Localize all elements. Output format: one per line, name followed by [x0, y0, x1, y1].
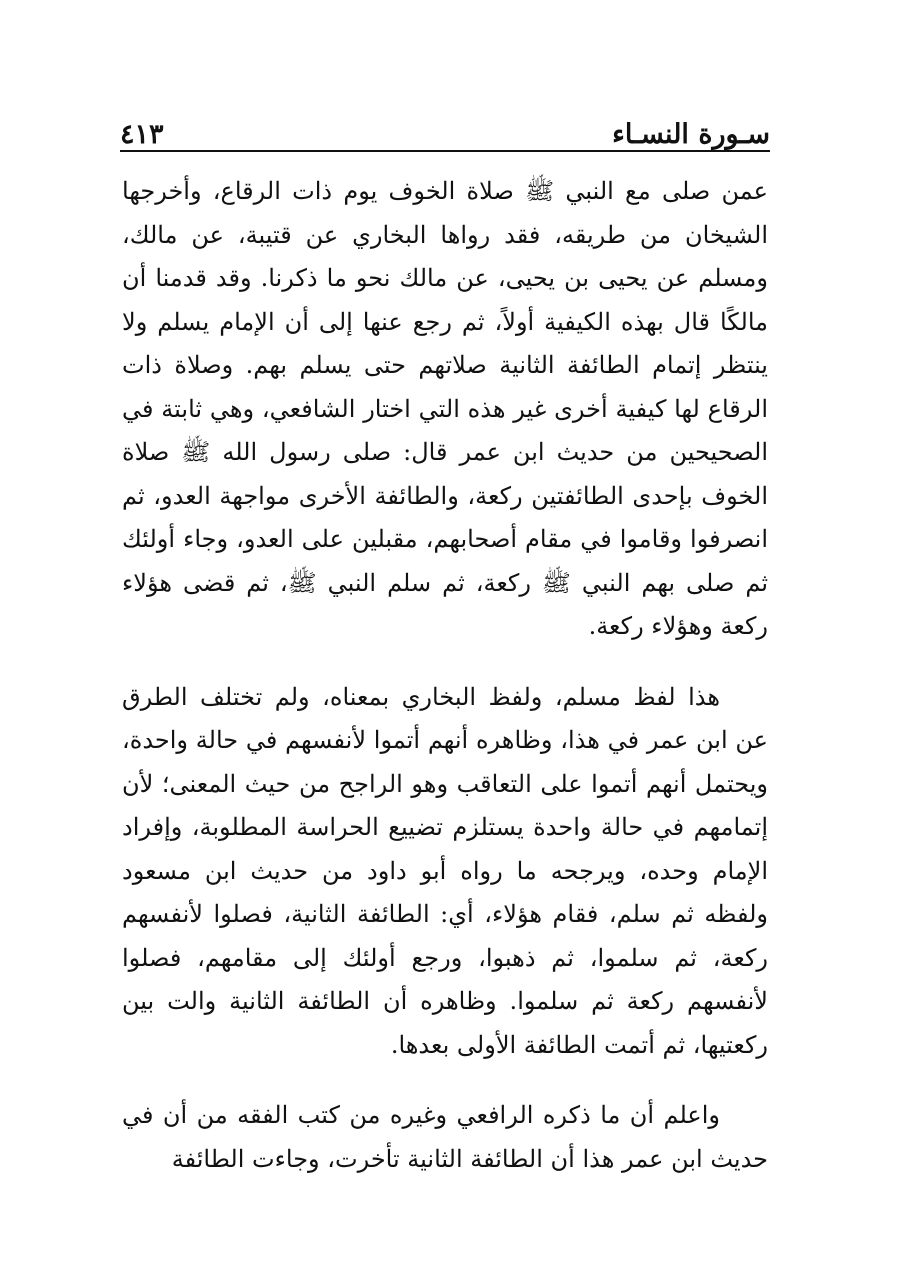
page-body: [122, 170, 768, 1181]
paragraph-1: عمن صلى مع النبي ﷺ صلاة الخوف يوم ذات الرقاع، وأخرجها الشيخان من طريقه، فقد رواها البخاري عن قتيبة، عن مالك، ومسلم عن يحيى بن يحيى، عن مالك نحو ما ذكرنا. وقد قدمنا أن مالكًا قال بهذه الكيفية أولاً، ثم رجع عنها إلى أن الإمام يسلم ولا ينتظر إتمام الطائفة الثانية صلاتهم حتى يسلم بهم. وصلاة ذات الرقاع لها كيفية أخرى غير هذه التي اختار الشافعي، وهي ثابتة في الصحيحين من حديث ابن عمر قال: صلى رسول الله ﷺ صلاة الخوف بإحدى الطائفتين ركعة، والطائفة الأخرى مواجهة العدو، ثم انصرفوا وقاموا في مقام أصحابهم، مقبلين على العدو، وجاء أولئك ثم صلى بهم النبي ﷺ ركعة، ثم سلم النبي ﷺ، ثم قضى هؤلاء ركعة وهؤلاء ركعة.: [122, 177, 769, 640]
header-rule: [120, 150, 770, 152]
paragraph-3: واعلم أن ما ذكره الرافعي وغيره من كتب الفقه من أن في حديث ابن عمر هذا أن الطائفة الثانية تأخرت، وجاءت الطائفة: [122, 1101, 768, 1173]
page-header: [120, 108, 770, 150]
page-number: ٤١٣: [120, 119, 164, 150]
paragraph-2: هذا لفظ مسلم، ولفظ البخاري بمعناه، ولم تختلف الطرق عن ابن عمر في هذا، وظاهره أنهم أتموا لأنفسهم في حالة واحدة، ويحتمل أنهم أتموا على التعاقب وهو الراجح من حيث المعنى؛ لأن إتمامهم في حالة واحدة يستلزم تضييع الحراسة المطلوبة، وإفراد الإمام وحده، ويرجحه ما رواه أبو داود من حديث ابن مسعود ولفظه ثم سلم، فقام هؤلاء، أي: الطائفة الثانية، فصلوا لأنفسهم ركعة، ثم سلموا، ثم ذهبوا، ورجع أولئك إلى مقامهم، فصلوا لأنفسهم ركعة ثم سلموا. وظاهره أن الطائفة الثانية والت بين ركعتيها، ثم أتمت الطائفة الأولى بعدها.: [122, 682, 768, 1059]
running-title: سـورة النسـاء: [612, 119, 770, 150]
